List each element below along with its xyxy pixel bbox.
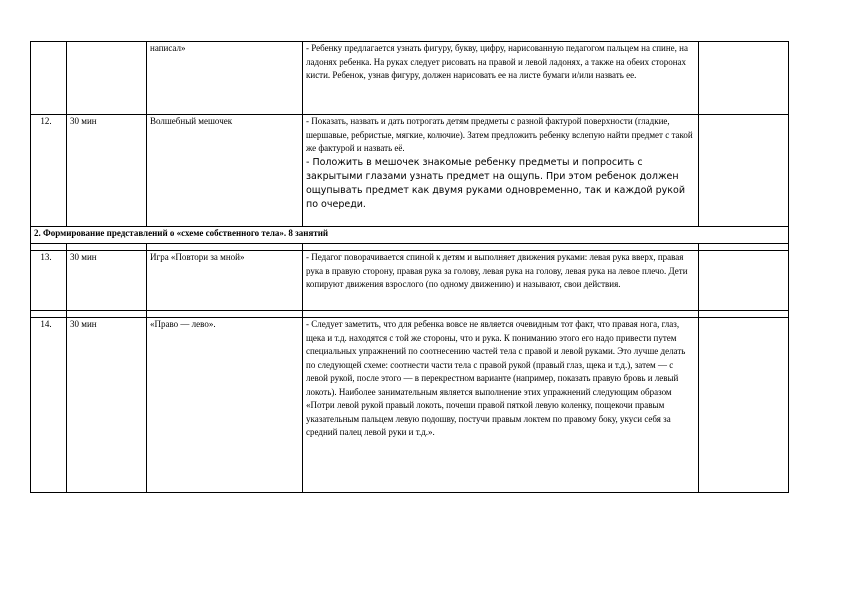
table-row [31, 318, 789, 493]
description-paragraph: - Педагог поворачивается спиной к детям и выполняет движения руками: левая рука вверх, правая рука в правую сторону, правая рука за голову, левая рука на голову, левая рука на левое плечо. Дети копируют движения взрослого (по одному движению) и называют, свои действия. [306, 252, 688, 289]
description-paragraph: - Показать, назвать и дать потрогать детям предметы с разной фактурой поверхности (гладкие, шершавые, ребристые, мягкие, колючие). Затем предложить ребенку вслепую найти предмет с такой же фактурой и назвать её. [306, 116, 693, 153]
row-number-cell: 13. [31, 251, 67, 311]
table-row [31, 251, 789, 311]
lesson-plan-table [30, 41, 789, 493]
description-cell [303, 42, 699, 115]
description-paragraph: - Следует заметить, что для ребенка вовсе не является очевидным тот факт, что правая нога, глаз, щека и т.д. находятся с той же стороны, что и рука. К пониманию этого его надо привести путем специальных упражнений по соотнесению частей тела с правой и левой руками. Это лучше делать по следующей схеме: соотнести части тела с правой рукой (правый глаз, щека и т.д.), затем — с левой рукой, после этого — в перекрестном варианте (например, показать правую бровь и левый локоть). Наиболее занимательным является выполнение этих упражнений следующим образом «Потри левой рукой правый локоть, почеши правой пяткой левую коленку, пощекочи правым указательным пальцем левую подошву, постучи правым локтем по правому боку, укуси себя за средний палец левой руки и т.д.». [306, 319, 686, 437]
description-cell [303, 318, 699, 493]
notes-cell [699, 115, 789, 227]
row-number-cell [31, 42, 67, 115]
duration-cell [67, 42, 147, 115]
activity-cell: Игра «Повтори за мной» [147, 251, 303, 311]
description-paragraph: - Положить в мешочек знакомые ребенку предметы и попросить с закрытыми глазами узнать предмет на ощупь. При этом ребенок должен ощупывать предмет как двумя руками одновременно, так и каждой рукой по очереди. [306, 156, 686, 210]
duration-cell: 30 мин [67, 318, 147, 493]
row-number-cell: 14. [31, 318, 67, 493]
spacer-row [31, 311, 789, 318]
table-row [31, 115, 789, 227]
activity-cell: «Право — лево». [147, 318, 303, 493]
section-header-row [31, 227, 789, 244]
notes-cell [699, 251, 789, 311]
spacer-row [31, 244, 789, 251]
table-row [31, 42, 789, 115]
description-paragraph: - Ребенку предлагается узнать фигуру, букву, цифру, нарисованную педагогом пальцем на спине, на ладонях ребенка. На руках следует рисовать на правой и левой ладонях, а также на обеих сторонах кисти. Ребенок, узнав фигуру, должен нарисовать ее на листе бумаги и/или назвать ее. [306, 43, 688, 80]
description-cell [303, 251, 699, 311]
description-cell [303, 115, 699, 227]
duration-cell: 30 мин [67, 115, 147, 227]
notes-cell [699, 318, 789, 493]
activity-cell: Волшебный мешочек [147, 115, 303, 227]
section-header: 2. Формирование представлений о «схеме собственного тела». 8 занятий [31, 227, 789, 244]
row-number-cell: 12. [31, 115, 67, 227]
duration-cell: 30 мин [67, 251, 147, 311]
notes-cell [699, 42, 789, 115]
activity-cell: написал» [147, 42, 303, 115]
